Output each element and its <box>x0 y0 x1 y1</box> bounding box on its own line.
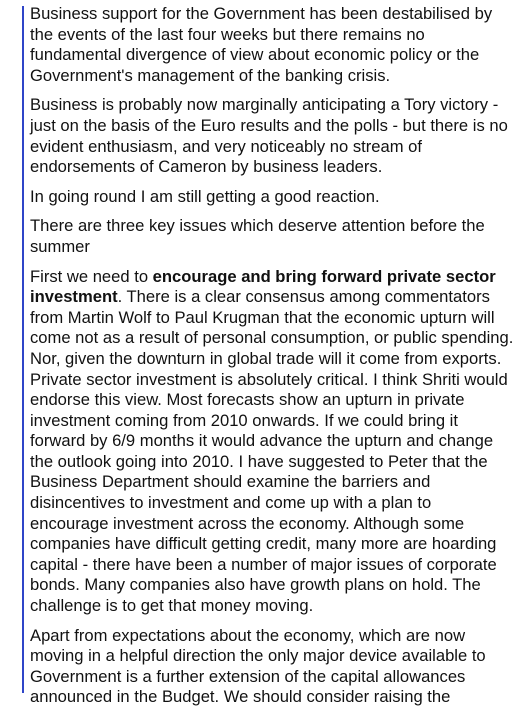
paragraph-private-investment <box>30 267 514 617</box>
paragraph-good-reaction: In going round I am still getting a good reaction. <box>30 186 380 206</box>
document-body <box>30 4 514 717</box>
margin-rule <box>22 6 24 693</box>
paragraph-private-investment-body: . There is a clear consensus among commentators from Martin Wolf to Paul Krugman that the economic upturn will come not as a result of personal consumption, or public spending. Nor, given the downturn in global trade will it come from exports. Private sector investment is absolutely critical. I think Shriti would endorse this view. Most forecasts show an upturn in private investment coming from 2010 onwards. If we could bring it forward by 6/9 months it would advance the upturn and change the outlook going into 2010. I have suggested to Peter that the Business Department should examine the barriers and disincentives to investment and come up with a plan to encourage investment across the economy. Although some companies have difficult getting credit, many more are hoarding capital - there have been a number of major issues of corporate bonds. Many companies also have growth plans on hold. The challenge is to get that money moving. <box>30 287 514 616</box>
paragraph-private-investment-lead: First we need to <box>30 266 153 286</box>
paragraph-private-investment-emphasis: encourage and bring forward private sector investment <box>30 266 496 307</box>
paragraph-capital-allowances: Apart from expectations about the economy, which are now moving in a helpful direction the only major device available to Government is a further extension of the capital allowances announced in the Budget. We should consider raising the <box>30 625 486 707</box>
paragraph-tory-victory: Business is probably now marginally anticipating a Tory victory - just on the basis of the Euro results and the polls - but there is no evident enthusiasm, and very noticeably no stream of endorsements of Cameron by business leaders. <box>30 95 508 177</box>
paragraph-three-key-issues: There are three key issues which deserve attention before the summer <box>30 216 485 256</box>
paragraph-banking-crisis: Business support for the Government has been destabilised by the events of the last four weeks but there remains no fundamental divergence of view about economic policy or the Government's management of the banking crisis. <box>30 4 493 85</box>
